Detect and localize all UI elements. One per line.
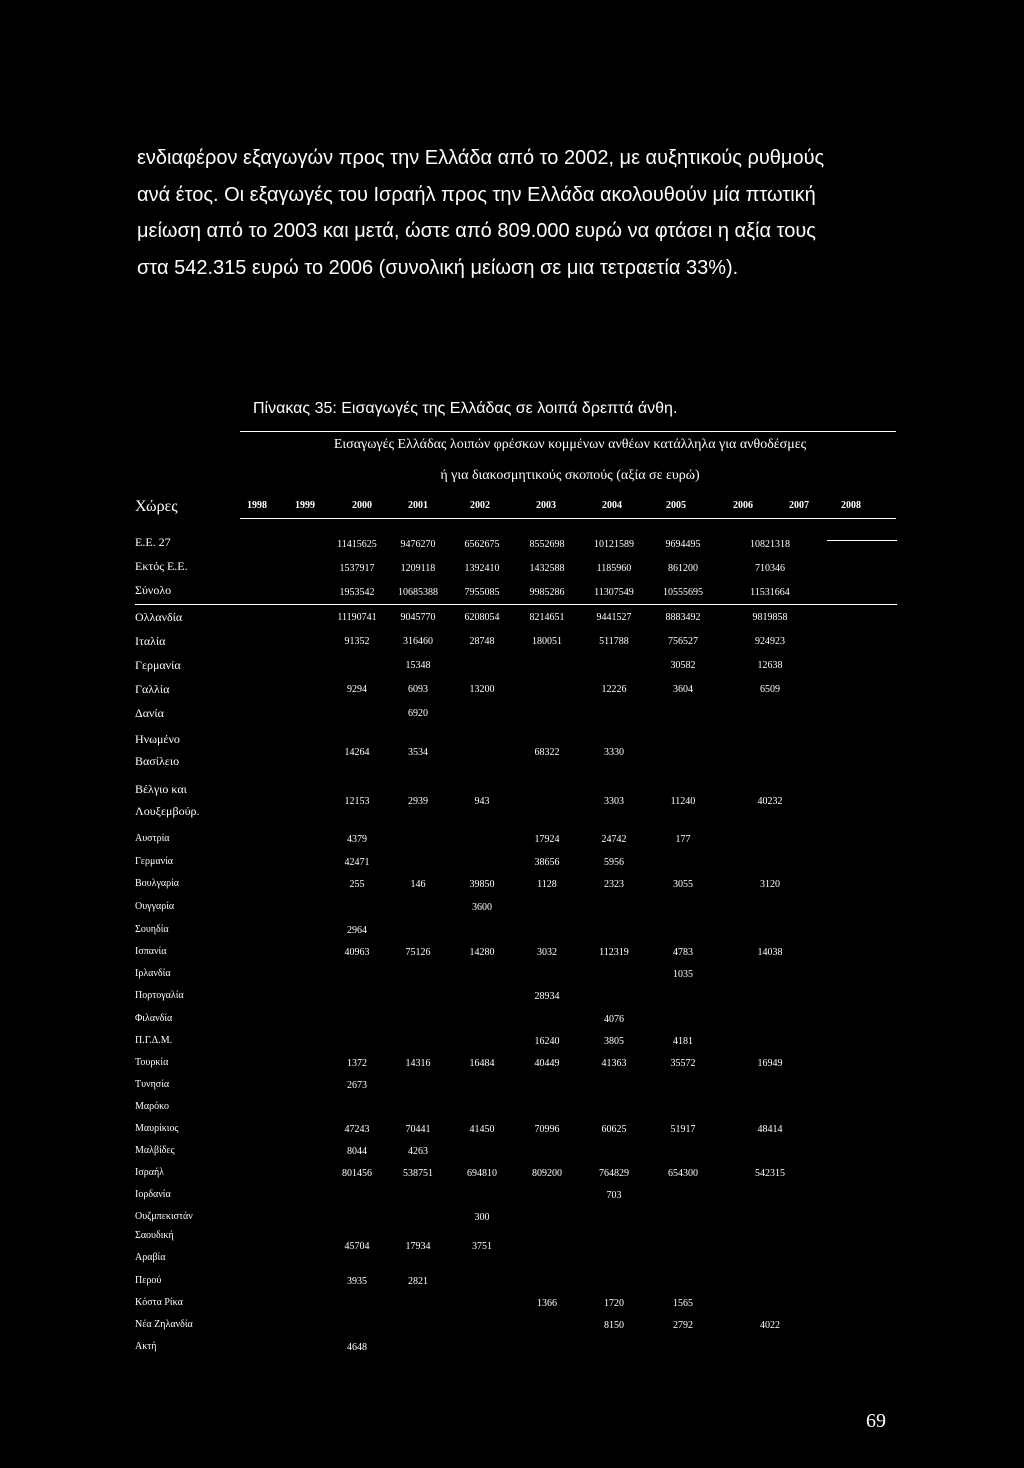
- value-cell: 38656: [534, 857, 560, 868]
- value-cell: 1185960: [596, 563, 632, 574]
- value-cell: 2821: [408, 1276, 428, 1287]
- country-name: Τυνησία: [135, 1079, 170, 1090]
- value-cell: 8150: [604, 1320, 624, 1331]
- paragraph-line: μείωση από το 2003 και μετά, ώστε από 809.000 ευρώ να φτάσει η αξία τους: [137, 220, 816, 242]
- value-cell: 112319: [599, 947, 629, 958]
- value-cell: 2673: [347, 1080, 367, 1091]
- year-header: 2004: [602, 500, 622, 511]
- value-cell: 11190741: [337, 612, 377, 623]
- value-cell: 861200: [668, 563, 698, 574]
- value-cell: 9441527: [596, 612, 632, 623]
- value-cell: 8552698: [529, 539, 565, 550]
- value-cell: 12226: [601, 684, 627, 695]
- value-cell: 24742: [601, 834, 627, 845]
- country-name: Αυστρία: [135, 833, 170, 844]
- value-cell: 7955085: [464, 587, 500, 598]
- country-name: Γαλλία: [135, 682, 170, 696]
- value-cell: 2939: [408, 796, 428, 807]
- country-name: Ε.Ε. 27: [135, 535, 171, 549]
- header-rule-right: [827, 540, 897, 541]
- value-cell: 14038: [757, 947, 783, 958]
- country-name: Ιταλία: [135, 634, 166, 648]
- value-cell: 1392410: [464, 563, 500, 574]
- value-cell: 5956: [604, 857, 624, 868]
- value-cell: 3303: [604, 796, 624, 807]
- value-cell: 15348: [405, 660, 431, 671]
- value-cell: 42471: [344, 857, 370, 868]
- value-cell: 1537917: [339, 563, 375, 574]
- value-cell: 14316: [405, 1058, 431, 1069]
- value-cell: 11415625: [337, 539, 377, 550]
- table-subtitle-2: ή για διακοσμητικούς σκοπούς (αξία σε ευρώ): [440, 468, 700, 483]
- country-name: Αραβία: [135, 1252, 166, 1263]
- country-name: Φιλανδία: [135, 1013, 173, 1024]
- value-cell: 9294: [347, 684, 367, 695]
- year-header: 2002: [470, 500, 490, 511]
- country-name: Γερμανία: [135, 856, 174, 867]
- value-cell: 41363: [601, 1058, 627, 1069]
- value-cell: 801456: [342, 1168, 372, 1179]
- value-cell: 47243: [344, 1124, 370, 1135]
- value-cell: 10121589: [594, 539, 634, 550]
- value-cell: 756527: [668, 636, 698, 647]
- value-cell: 35572: [670, 1058, 696, 1069]
- year-header: 2001: [408, 500, 428, 511]
- country-name: Λουξεμβούρ.: [135, 804, 200, 818]
- page-number: 69: [866, 1410, 886, 1432]
- country-name: Μαρόκο: [135, 1101, 169, 1112]
- paragraph-line: στα 542.315 ευρώ το 2006 (συνολική μείωση σε μια τετραετία 33%).: [137, 256, 739, 279]
- value-cell: 10821318: [750, 539, 790, 550]
- year-header: 1999: [295, 500, 315, 511]
- value-cell: 91352: [344, 636, 370, 647]
- value-cell: 40232: [757, 796, 783, 807]
- country-name: Δανία: [135, 706, 164, 720]
- value-cell: 1366: [537, 1298, 557, 1309]
- value-cell: 8214651: [529, 612, 565, 623]
- value-cell: 17934: [405, 1241, 431, 1252]
- value-cell: 28748: [469, 636, 495, 647]
- value-cell: 2792: [673, 1320, 693, 1331]
- value-cell: 1209118: [400, 563, 436, 574]
- value-cell: 316460: [403, 636, 433, 647]
- table-top-rule: [240, 431, 896, 432]
- country-name: Τουρκία: [135, 1057, 169, 1068]
- value-cell: 16949: [757, 1058, 783, 1069]
- value-cell: 30582: [670, 660, 696, 671]
- value-cell: 12638: [757, 660, 783, 671]
- country-name: Ηνωμένο: [135, 732, 180, 746]
- value-cell: 2323: [604, 879, 624, 890]
- country-name: Βέλγιο και: [135, 782, 187, 796]
- value-cell: 4379: [347, 834, 367, 845]
- value-cell: 16240: [534, 1036, 560, 1047]
- value-cell: 703: [606, 1190, 622, 1201]
- value-cell: 4076: [604, 1014, 624, 1025]
- country-name: Εκτός Ε.Ε.: [135, 559, 188, 573]
- value-cell: 9045770: [400, 612, 436, 623]
- country-name: Σύνολο: [135, 583, 172, 597]
- country-name: Περού: [135, 1275, 162, 1286]
- value-cell: 8044: [347, 1146, 367, 1157]
- value-cell: 1432588: [529, 563, 565, 574]
- value-cell: 654300: [668, 1168, 698, 1179]
- value-cell: 8883492: [665, 612, 701, 623]
- value-cell: 41450: [469, 1124, 495, 1135]
- value-cell: 1565: [673, 1298, 693, 1309]
- value-cell: 255: [349, 879, 365, 890]
- year-header: 2003: [536, 500, 556, 511]
- country-name: Μαλβίδες: [135, 1145, 175, 1156]
- value-cell: 40449: [534, 1058, 560, 1069]
- value-cell: 9985286: [529, 587, 565, 598]
- value-cell: 146: [410, 879, 426, 890]
- country-name: Ολλανδία: [135, 610, 183, 624]
- table-subtitle-1: Εισαγωγές Ελλάδας λοιπών φρέσκων κομμένων ανθέων κατάλληλα για ανθοδέσμες: [333, 437, 807, 452]
- value-cell: 16484: [469, 1058, 495, 1069]
- value-cell: 9476270: [400, 539, 436, 550]
- year-header: 2008: [841, 500, 861, 511]
- value-cell: 3120: [760, 879, 780, 890]
- intro-paragraph: [137, 140, 897, 286]
- value-cell: 17924: [534, 834, 560, 845]
- value-cell: 177: [675, 834, 691, 845]
- year-header: 2005: [666, 500, 686, 511]
- value-cell: 3032: [537, 947, 557, 958]
- value-cell: 51917: [670, 1124, 696, 1135]
- country-name: Ουζμπεκιστάν: [135, 1211, 193, 1222]
- country-name: Γερμανία: [135, 658, 181, 672]
- value-cell: 538751: [403, 1168, 433, 1179]
- value-cell: 2964: [347, 925, 367, 936]
- value-cell: 511788: [599, 636, 629, 647]
- country-name: Π.Γ.Δ.Μ.: [135, 1035, 173, 1046]
- value-cell: 13200: [469, 684, 495, 695]
- country-name: Ακτή: [135, 1341, 157, 1352]
- value-cell: 9819858: [752, 612, 788, 623]
- paragraph-line: ανά έτος. Οι εξαγωγές του Ισραήλ προς την Ελλάδα ακολουθούν μία πτωτική: [137, 183, 816, 206]
- value-cell: 6509: [760, 684, 780, 695]
- country-name: Ισραήλ: [135, 1167, 165, 1178]
- country-name: Ουγγαρία: [135, 901, 175, 912]
- year-header: 1998: [247, 500, 267, 511]
- value-cell: 3534: [408, 747, 428, 758]
- year-header: 2007: [789, 500, 809, 511]
- country-name: Πορτογαλία: [135, 990, 184, 1001]
- value-cell: 3330: [604, 747, 624, 758]
- value-cell: 9694495: [665, 539, 701, 550]
- value-cell: 14264: [344, 747, 370, 758]
- country-name: Ισπανία: [135, 946, 167, 957]
- section-rule: [135, 604, 897, 605]
- country-name: Νέα Ζηλανδία: [135, 1319, 193, 1330]
- value-cell: 4783: [673, 947, 693, 958]
- value-cell: 3055: [673, 879, 693, 890]
- value-cell: 710346: [755, 563, 785, 574]
- value-cell: 75126: [405, 947, 431, 958]
- value-cell: 943: [474, 796, 490, 807]
- year-header: 2006: [733, 500, 753, 511]
- value-cell: 14280: [469, 947, 495, 958]
- value-cell: 60625: [601, 1124, 627, 1135]
- country-name: Σαουδική: [135, 1230, 174, 1241]
- value-cell: 3805: [604, 1036, 624, 1047]
- country-name: Ιρλανδία: [135, 968, 171, 979]
- value-cell: 3935: [347, 1276, 367, 1287]
- value-cell: 3751: [472, 1241, 492, 1252]
- value-cell: 39850: [469, 879, 495, 890]
- country-name: Βουλγαρία: [135, 878, 180, 889]
- value-cell: 12153: [344, 796, 370, 807]
- country-name: Ιορδανία: [135, 1189, 171, 1200]
- table-caption: Πίνακας 35: Εισαγωγές της Ελλάδας σε λοιπά δρεπτά άνθη.: [253, 400, 678, 417]
- value-cell: 28934: [534, 991, 560, 1002]
- value-cell: 70441: [405, 1124, 431, 1135]
- value-cell: 1035: [673, 969, 693, 980]
- value-cell: 6208054: [464, 612, 500, 623]
- value-cell: 68322: [534, 747, 560, 758]
- value-cell: 4648: [347, 1342, 367, 1353]
- value-cell: 694810: [467, 1168, 497, 1179]
- paragraph-line: ενδιαφέρον εξαγωγών προς την Ελλάδα από το 2002, με αυξητικούς ρυθμούς: [137, 147, 825, 169]
- value-cell: 40963: [344, 947, 370, 958]
- value-cell: 180051: [532, 636, 562, 647]
- country-name: Βασίλειο: [135, 754, 180, 768]
- value-cell: 11307549: [594, 587, 634, 598]
- value-cell: 11240: [670, 796, 696, 807]
- value-cell: 300: [474, 1212, 490, 1223]
- value-cell: 1128: [537, 879, 557, 890]
- value-cell: 1720: [604, 1298, 624, 1309]
- value-cell: 6093: [408, 684, 428, 695]
- country-name: Σουηδία: [135, 924, 169, 935]
- value-cell: 542315: [755, 1168, 785, 1179]
- value-cell: 3604: [673, 684, 693, 695]
- value-cell: 764829: [599, 1168, 629, 1179]
- value-cell: 45704: [344, 1241, 370, 1252]
- value-cell: 6562675: [464, 539, 500, 550]
- country-name: Κόστα Ρίκα: [135, 1297, 183, 1308]
- value-cell: 70996: [534, 1124, 560, 1135]
- value-cell: 48414: [757, 1124, 783, 1135]
- value-cell: 1372: [347, 1058, 367, 1069]
- year-header: 2000: [352, 500, 372, 511]
- value-cell: 10555695: [663, 587, 703, 598]
- value-cell: 3600: [472, 902, 492, 913]
- value-cell: 4263: [408, 1146, 428, 1157]
- country-name: Μαυρίκιος: [135, 1123, 179, 1134]
- value-cell: 924923: [755, 636, 785, 647]
- value-cell: 10685388: [398, 587, 438, 598]
- value-cell: 6920: [408, 708, 428, 719]
- header-rule: [240, 518, 896, 519]
- value-cell: 4181: [673, 1036, 693, 1047]
- value-cell: 1953542: [339, 587, 375, 598]
- value-cell: 11531664: [750, 587, 790, 598]
- value-cell: 809200: [532, 1168, 562, 1179]
- country-header: Χώρες: [135, 498, 178, 515]
- value-cell: 4022: [760, 1320, 780, 1331]
